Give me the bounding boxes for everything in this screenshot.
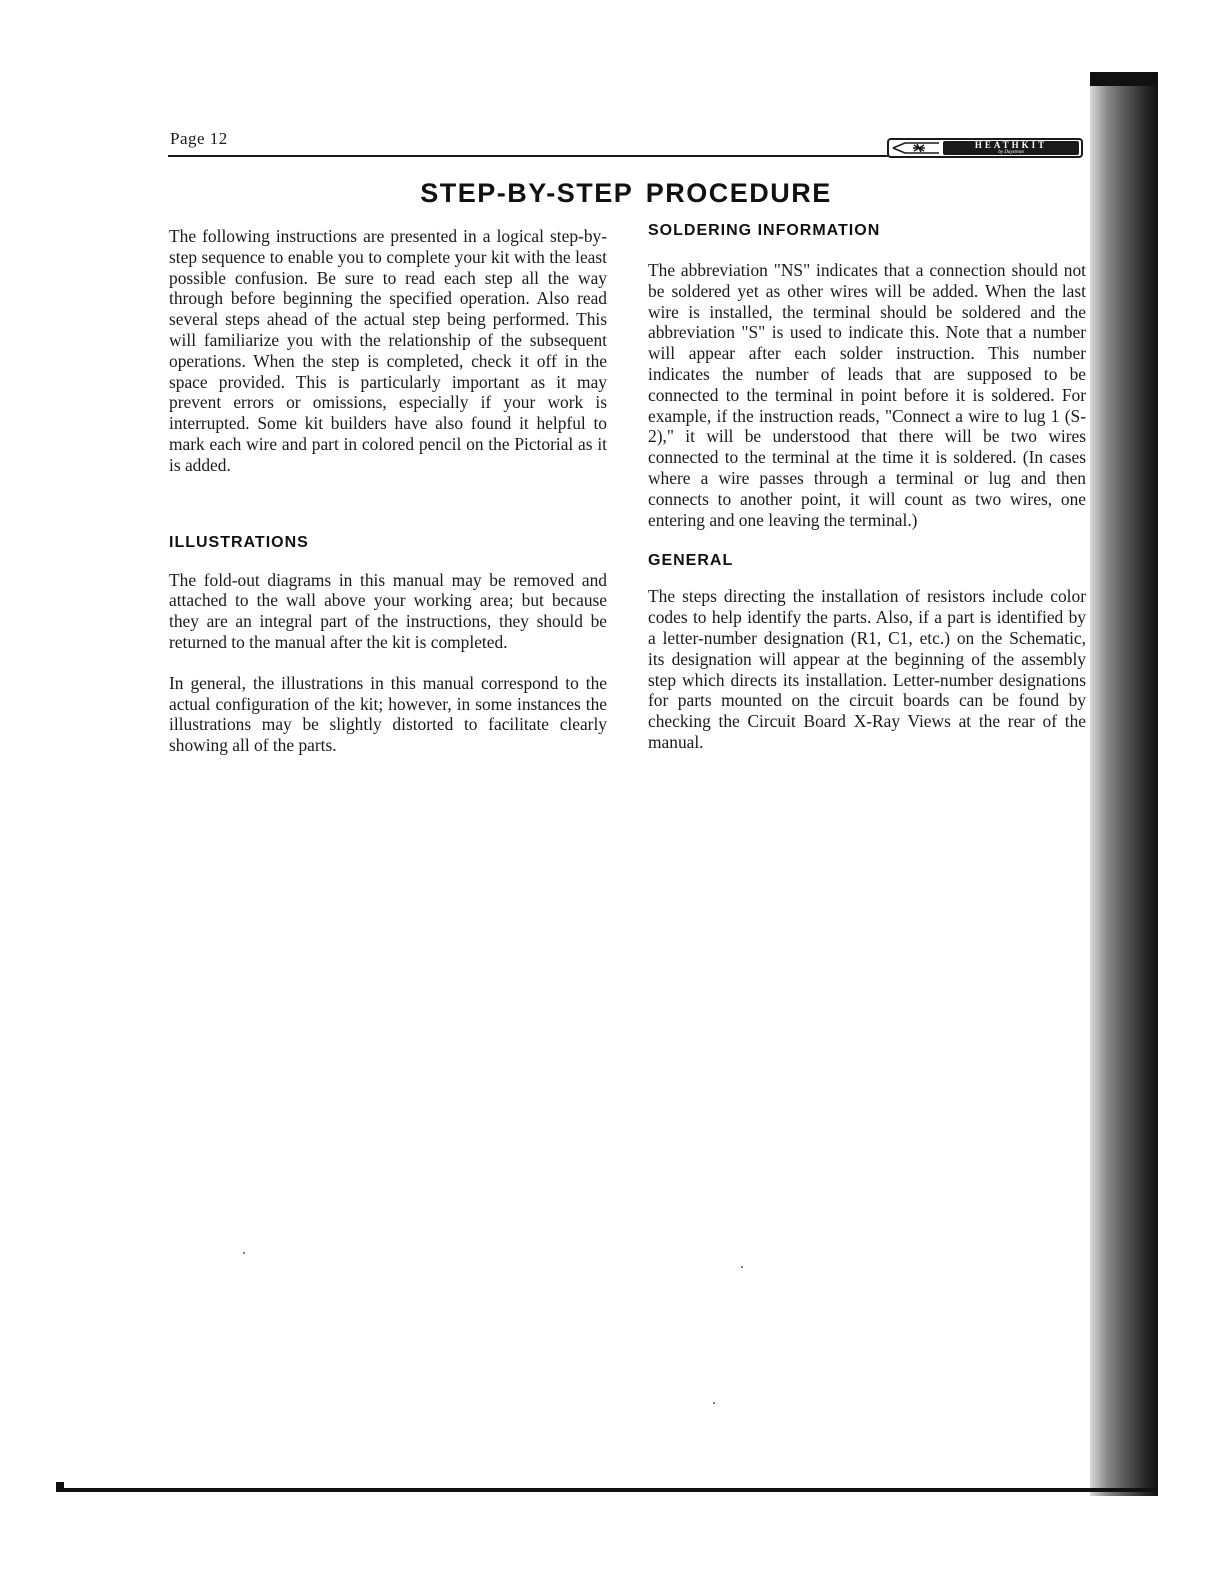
scan-speck	[741, 1266, 743, 1268]
illustrations-paragraph-1: The fold-out diagrams in this manual may be removed and attached to the wall above your working area; but because they are an integral part of the instructions, they should be returned to the manual after the kit is completed.	[169, 569, 607, 652]
general-heading: GENERAL	[648, 552, 734, 570]
right-column	[648, 222, 1086, 753]
scan-speck	[243, 1252, 245, 1254]
soldering-heading: SOLDERING INFORMATION	[648, 222, 881, 239]
logo-by-text: by Daystrom	[998, 150, 1024, 155]
heathkit-logo	[887, 138, 1083, 158]
header-rule	[168, 155, 888, 157]
intro-paragraph: The following instructions are presented in a logical step-by-step sequence to enable you to complete your kit with the least possible confusion. Be sure to read each step all the way through before beginning the specified operation. Also read several steps ahead of the actual step being performed. This will familiarize you with the relationship of the subsequent operations. When the step is completed, check it off in the space provided. This is particularly important as it may prevent errors or omissions, especially if your work is interrupted. Some kit builders have also found it helpful to mark each wire and part in colored pencil on the Pictorial as it is added.	[169, 226, 607, 475]
left-column	[169, 226, 607, 756]
bottom-rule	[56, 1488, 1156, 1492]
scanned-page-edge-top	[1090, 72, 1158, 86]
logo-brand-text: HEATHKIT	[974, 140, 1048, 150]
illustrations-heading: ILLUSTRATIONS	[169, 533, 309, 551]
logo-emblem-icon	[889, 140, 943, 156]
page-title: STEP-BY-STEP PROCEDURE	[420, 178, 832, 208]
general-paragraph: The steps directing the installation of resistors include color codes to help identify the parts. Also, if a part is identified by a letter-number designation (R1, C1, etc.) on the Schematic, its designation will appear at the beginning of the assembly step which directs its installation. Letter-number designations for parts mounted on the circuit boards can be found by checking the Circuit Board X-Ray Views at the rear of the manual.	[648, 586, 1086, 752]
soldering-paragraph: The abbreviation "NS" indicates that a connection should not be soldered yet as other wires will be added. When the last wire is installed, the terminal should be soldered and the abbreviation "S" is used to indicate this. Note that a number will appear after each solder instruction. This number indicates the number of leads that are supposed to be connected to the terminal in point before it is soldered. For example, if the instruction reads, "Connect a wire to lug 1 (S-2)," it will be understood that there will be two wires connected to the terminal at the time it is soldered. (In cases where a wire passes through a terminal or lug and then connects to another point, it will count as two wires, one entering and one leaving the terminal.)	[648, 260, 1086, 530]
scan-speck	[713, 1402, 715, 1404]
illustrations-paragraph-2: In general, the illustrations in this manual correspond to the actual configuration of the kit; however, in some instances the illustrations may be slightly distorted to facilitate clearly showing all of the parts.	[169, 672, 607, 756]
page-number: Page 12	[170, 129, 228, 148]
logo-text-box	[943, 141, 1079, 155]
scanned-page-edge-shadow	[1090, 72, 1158, 1496]
